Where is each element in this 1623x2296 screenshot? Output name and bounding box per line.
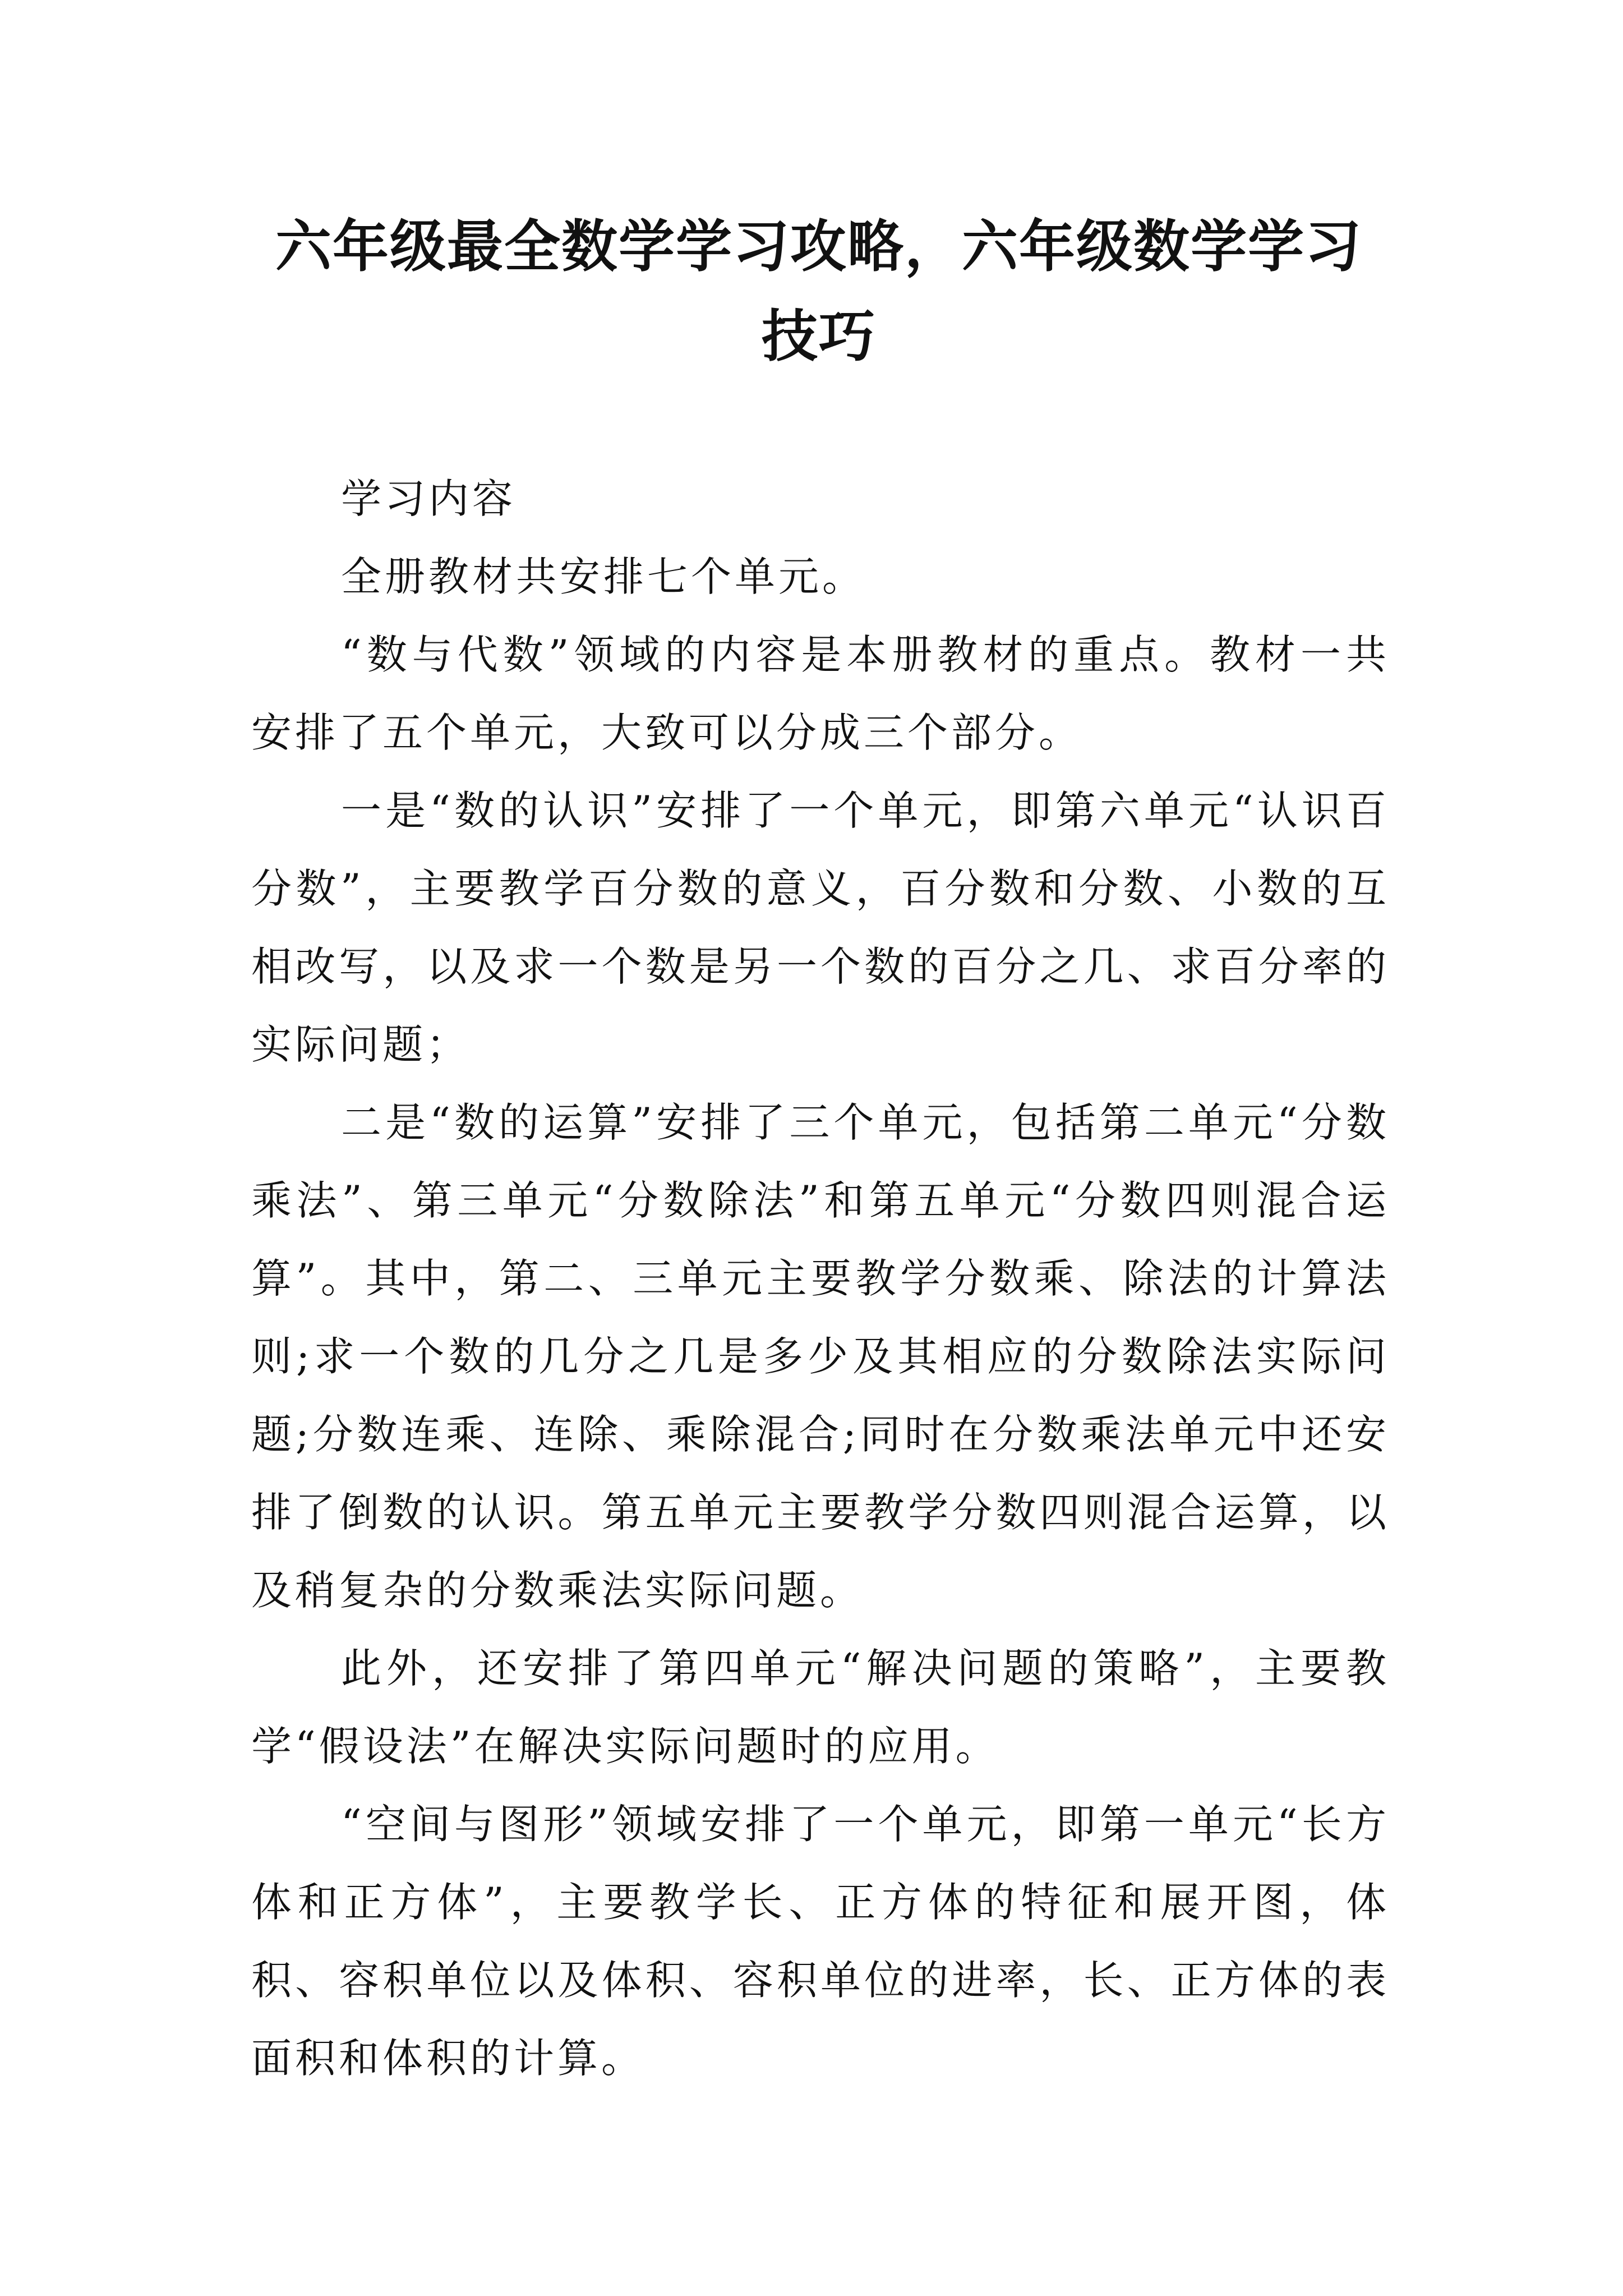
paragraph: 一是“数的认识”安排了一个单元，即第六单元“认识百分数”，主要教学百分数的意义，百分数和分数、小数的互相改写，以及求一个数是另一个数的百分之几、求百分率的实际问题； <box>251 787 1390 1068</box>
paragraph: “数与代数”领域的内容是本册教材的重点。教材一共安排了五个单元，大致可以分成三个部分。 <box>251 631 1390 756</box>
paragraph: 全册教材共安排七个单元。 <box>341 553 866 600</box>
document-title <box>247 202 1391 381</box>
document-body <box>251 460 1390 2097</box>
title-line-2: 技巧 <box>762 303 876 369</box>
paragraph: 二是“数的运算”安排了三个单元，包括第二单元“分数乘法”、第三单元“分数除法”和第五单元“分数四则混合运算”。其中，第二、三单元主要教学分数乘、除法的计算法则;求一个数的几分之几是多少及其相应的分数除法实际问题;分数连乘、连除、乘除混合;同时在分数乘法单元中还安排了倒数的认识。第五单元主要教学分数四则混合运算，以及稍复杂的分数乘法实际问题。 <box>251 1099 1390 1614</box>
paragraph: “空间与图形”领域安排了一个单元，即第一单元“长方体和正方体”，主要教学长、正方体的特征和展开图，体积、容积单位以及体积、容积单位的进率，长、正方体的表面积和体积的计算。 <box>251 1801 1390 2082</box>
title-line-1: 六年级最全数学学习攻略，六年级数学学习 <box>275 214 1362 279</box>
section-heading-learning-content: 学习内容 <box>341 475 517 522</box>
paragraph: 此外，还安排了第四单元“解决问题的策略”，主要教学“假设法”在解决实际问题时的应用。 <box>251 1645 1390 1770</box>
